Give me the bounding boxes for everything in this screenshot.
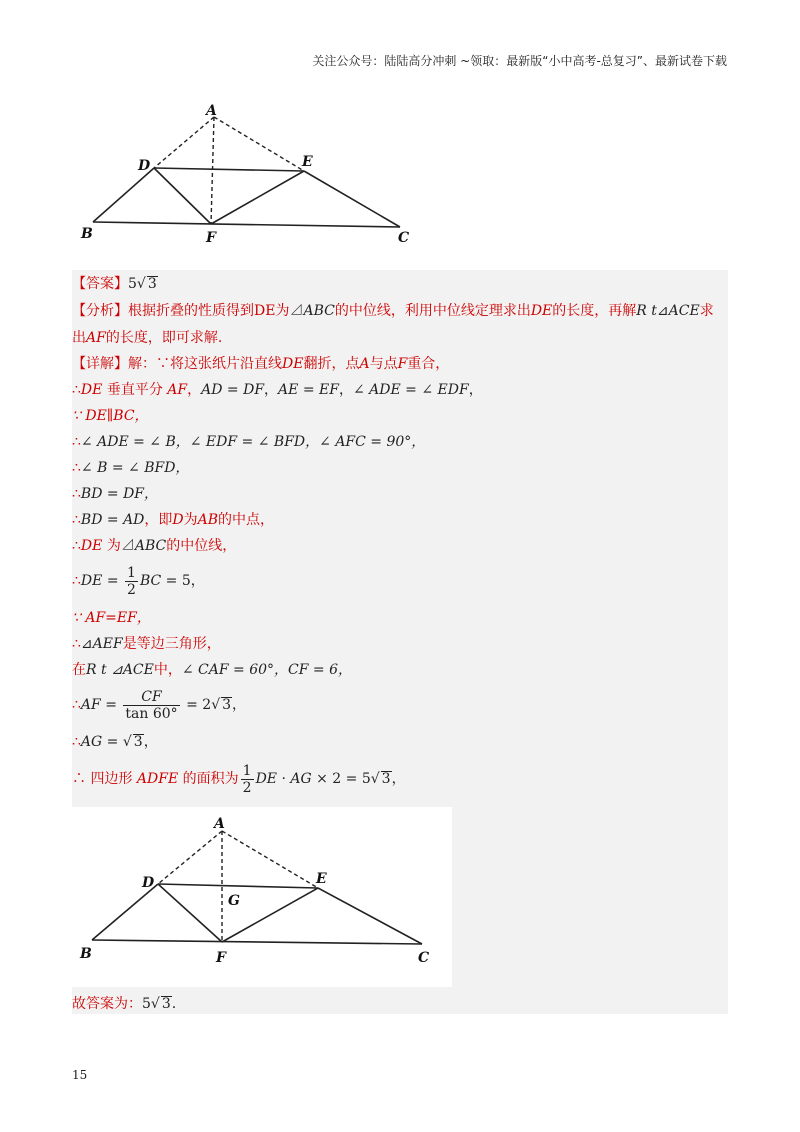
fraction-half	[125, 565, 138, 598]
separator: ，	[264, 382, 279, 398]
dashed-AE	[222, 831, 318, 888]
math-eq: =	[100, 697, 122, 713]
radicand: 3	[222, 697, 232, 713]
answer-radicand: 3	[147, 276, 157, 292]
math-expr: EF	[319, 382, 339, 398]
math-a: A	[359, 356, 370, 372]
detail-line-12	[72, 660, 352, 680]
math-bc: BC	[139, 573, 162, 589]
math-af: AF	[80, 697, 101, 713]
detail-line-13: ∴AF = $\frac{CF}{\tan 60^\circ}$ = 2√ 3，	[72, 688, 247, 722]
detail-text: 翻折，点	[303, 356, 360, 372]
analysis-line-1	[72, 301, 714, 321]
therefore-symbol: ∴	[72, 573, 81, 589]
final-text: 故答案为：	[72, 996, 142, 1012]
page-header: 关注公众号：陆陆高分冲刺 ~领取：最新版“小中高考-总复习”、最新试卷下载	[312, 54, 727, 68]
segment-BC	[93, 222, 400, 227]
math-expr: AE	[278, 382, 299, 398]
math-expr: ∠ CAF = 60°，CF = 6，	[181, 662, 352, 678]
final-coef: 5	[142, 996, 151, 1012]
dashed-AD	[158, 831, 222, 884]
detail-text: 中，	[153, 662, 182, 678]
detail-text: 为	[183, 512, 198, 528]
math-ace: ACE	[122, 662, 154, 678]
label-C: C	[418, 950, 430, 966]
detail-text: 在	[72, 662, 86, 678]
therefore-symbol: ∴	[72, 512, 81, 528]
math-d: D	[172, 512, 184, 528]
analysis-text-2b: 的长度，即可求解.	[105, 330, 223, 346]
therefore-symbol: ∴	[72, 636, 81, 652]
label-E: E	[302, 154, 313, 170]
math-adfe: ADFE	[136, 771, 179, 787]
figure-top-triangle	[78, 100, 418, 250]
detail-text: 垂直平分	[102, 382, 168, 398]
therefore-symbol: ∴	[72, 486, 81, 502]
math-expr: AD	[201, 382, 223, 398]
separator: .	[171, 996, 177, 1012]
segment-FE	[211, 171, 304, 224]
segment-BD	[92, 884, 158, 940]
detail-line-6	[72, 484, 158, 504]
dashed-AF	[211, 117, 214, 224]
label-C: C	[398, 230, 410, 246]
math-expr: BD = DF，	[80, 486, 159, 502]
analysis-text-1a: 根据折叠的性质得到DE为	[128, 303, 290, 319]
label-G: G	[228, 893, 240, 909]
detail-tag: 【详解】	[72, 356, 128, 372]
math-expr: = 5，	[161, 573, 205, 589]
math-expr: ∵ DE∥BC，	[72, 408, 149, 424]
radicand: 3	[161, 996, 171, 1012]
detail-line-9	[72, 562, 205, 600]
analysis-line-2	[72, 328, 222, 348]
radicand: 3	[381, 771, 391, 787]
segment-DF	[154, 168, 211, 224]
segment-BC	[92, 940, 422, 944]
label-F: F	[206, 230, 216, 246]
separator: ，	[143, 734, 158, 750]
detail-text: 为	[102, 538, 121, 554]
label-F: F	[216, 950, 226, 966]
math-abc: ABC	[303, 303, 335, 319]
therefore-symbol: ∴	[72, 382, 81, 398]
segment-DE	[158, 884, 318, 888]
analysis-text-1c: 的长度，再解	[552, 303, 637, 319]
page-number: 15	[72, 1068, 88, 1082]
detail-text: 解：∵将这张纸片沿直线	[128, 356, 282, 372]
detail-line-7	[72, 510, 274, 530]
detail-line-5	[72, 458, 189, 478]
label-D: D	[142, 875, 155, 891]
numerator: 1	[127, 564, 136, 581]
figure-solution-box	[72, 807, 452, 987]
numerator: 1	[242, 762, 252, 779]
math-de: DE	[80, 573, 103, 589]
math-dot: ·	[277, 771, 291, 787]
math-rt: R t	[636, 303, 657, 319]
detail-line-10	[72, 608, 151, 628]
final-answer-line: 故答案为：5√ 3.	[72, 996, 177, 1012]
detail-text: ，	[187, 382, 202, 398]
math-expr: BD = AD	[80, 512, 145, 528]
answer-line: 【答案】5√ 3	[72, 276, 157, 292]
dashed-AD	[154, 117, 214, 168]
label-B: B	[81, 226, 93, 242]
math-de: DE	[530, 303, 553, 319]
label-D: D	[138, 158, 151, 174]
math-de: DE	[282, 356, 304, 372]
detail-line-4	[72, 432, 425, 452]
math-expr: ∠ ADE = ∠ B，∠ EDF = ∠ BFD，∠ AFC = 90°，	[80, 434, 426, 450]
math-abc: ABC	[134, 538, 167, 554]
detail-line-2	[72, 380, 483, 400]
math-f: F	[397, 356, 408, 372]
segment-BD	[93, 168, 154, 222]
math-expr: = 2	[181, 697, 212, 713]
detail-line-3	[72, 406, 149, 426]
numerator: CF	[123, 689, 179, 706]
triangle-symbol: ⊿	[289, 303, 304, 319]
separator: ，	[468, 382, 483, 398]
radicand: 3	[133, 734, 143, 750]
math-ace: ACE	[668, 303, 700, 319]
separator: ，	[391, 771, 406, 787]
math-expr: DF	[243, 382, 265, 398]
solution-panel	[72, 270, 728, 1014]
analysis-text-1d: 求	[699, 303, 714, 319]
detail-text: 的中位线，	[166, 538, 237, 554]
math-expr: × 2 = 5	[311, 771, 371, 787]
separator: ，	[338, 382, 353, 398]
answer-tag: 【答案】	[72, 276, 128, 292]
detail-text: 的面积为	[178, 771, 239, 787]
detail-text: 的中点，	[218, 512, 275, 528]
math-ab: AB	[197, 512, 219, 528]
math-ag: AG	[80, 734, 103, 750]
math-aef: AEF	[92, 636, 123, 652]
label-A: A	[206, 103, 217, 119]
math-af: AF	[167, 382, 188, 398]
fraction-half	[241, 763, 254, 796]
label-A: A	[214, 816, 225, 832]
math-de: DE	[255, 771, 278, 787]
detail-text: 重合，	[407, 356, 450, 372]
therefore-symbol: ∴	[72, 460, 81, 476]
math-expr: ∠ B = ∠ BFD，	[80, 460, 190, 476]
math-de: DE	[80, 382, 103, 398]
therefore-symbol: ∴	[72, 697, 81, 713]
dashed-AE	[214, 117, 304, 171]
math-eq: =	[102, 573, 124, 589]
denominator: tan 60°	[125, 705, 178, 722]
segment-EC	[318, 888, 422, 944]
detail-line-8	[72, 536, 236, 556]
denominator: 2	[127, 581, 136, 598]
detail-text: 与点	[369, 356, 398, 372]
math-eq: =	[102, 734, 123, 750]
detail-line-14: ∴AG = √ 3，	[72, 734, 158, 750]
math-ag: AG	[290, 771, 312, 787]
therefore-text: ∴ 四边形	[72, 771, 137, 787]
segment-DE	[154, 168, 304, 171]
analysis-text-1b: 的中位线，利用中位线定理求出	[334, 303, 531, 319]
analysis-text-2a: 出	[72, 330, 86, 346]
label-E: E	[316, 871, 327, 887]
math-af: AF	[86, 330, 106, 346]
segment-DF	[158, 884, 222, 942]
detail-line-1	[72, 354, 449, 374]
therefore-symbol: ∴	[72, 734, 81, 750]
math-de: DE	[80, 538, 103, 554]
detail-text: 是等边三角形，	[122, 636, 221, 652]
therefore-symbol: ∴	[72, 538, 81, 554]
label-B: B	[80, 946, 92, 962]
math-eq: =	[222, 382, 244, 398]
math-eq: =	[298, 382, 320, 398]
triangle-symbol: ⊿	[656, 303, 669, 319]
answer-coef: 5	[128, 276, 137, 292]
math-rt: R t ⊿	[86, 662, 123, 678]
detail-line-15: ∴ 四边形 ADFE 的面积为 $\frac{1}{2}$ DE · AG × 2 = 5√ 3，	[72, 762, 406, 796]
math-expr: ∵ AF=EF，	[72, 610, 151, 626]
segment-EC	[304, 171, 400, 227]
triangle-symbol: ⊿	[120, 538, 135, 554]
detail-text: ，即	[144, 512, 173, 528]
therefore-symbol: ∴	[72, 434, 81, 450]
separator: ，	[232, 697, 247, 713]
fraction-cf-tan60	[123, 689, 179, 722]
math-expr: ∠ ADE = ∠ EDF	[352, 382, 469, 398]
detail-line-11	[72, 634, 221, 654]
denominator: 2	[242, 779, 252, 796]
figure-solution-triangle	[72, 807, 452, 987]
triangle-symbol: ⊿	[80, 636, 93, 652]
analysis-tag: 【分析】	[72, 303, 128, 319]
